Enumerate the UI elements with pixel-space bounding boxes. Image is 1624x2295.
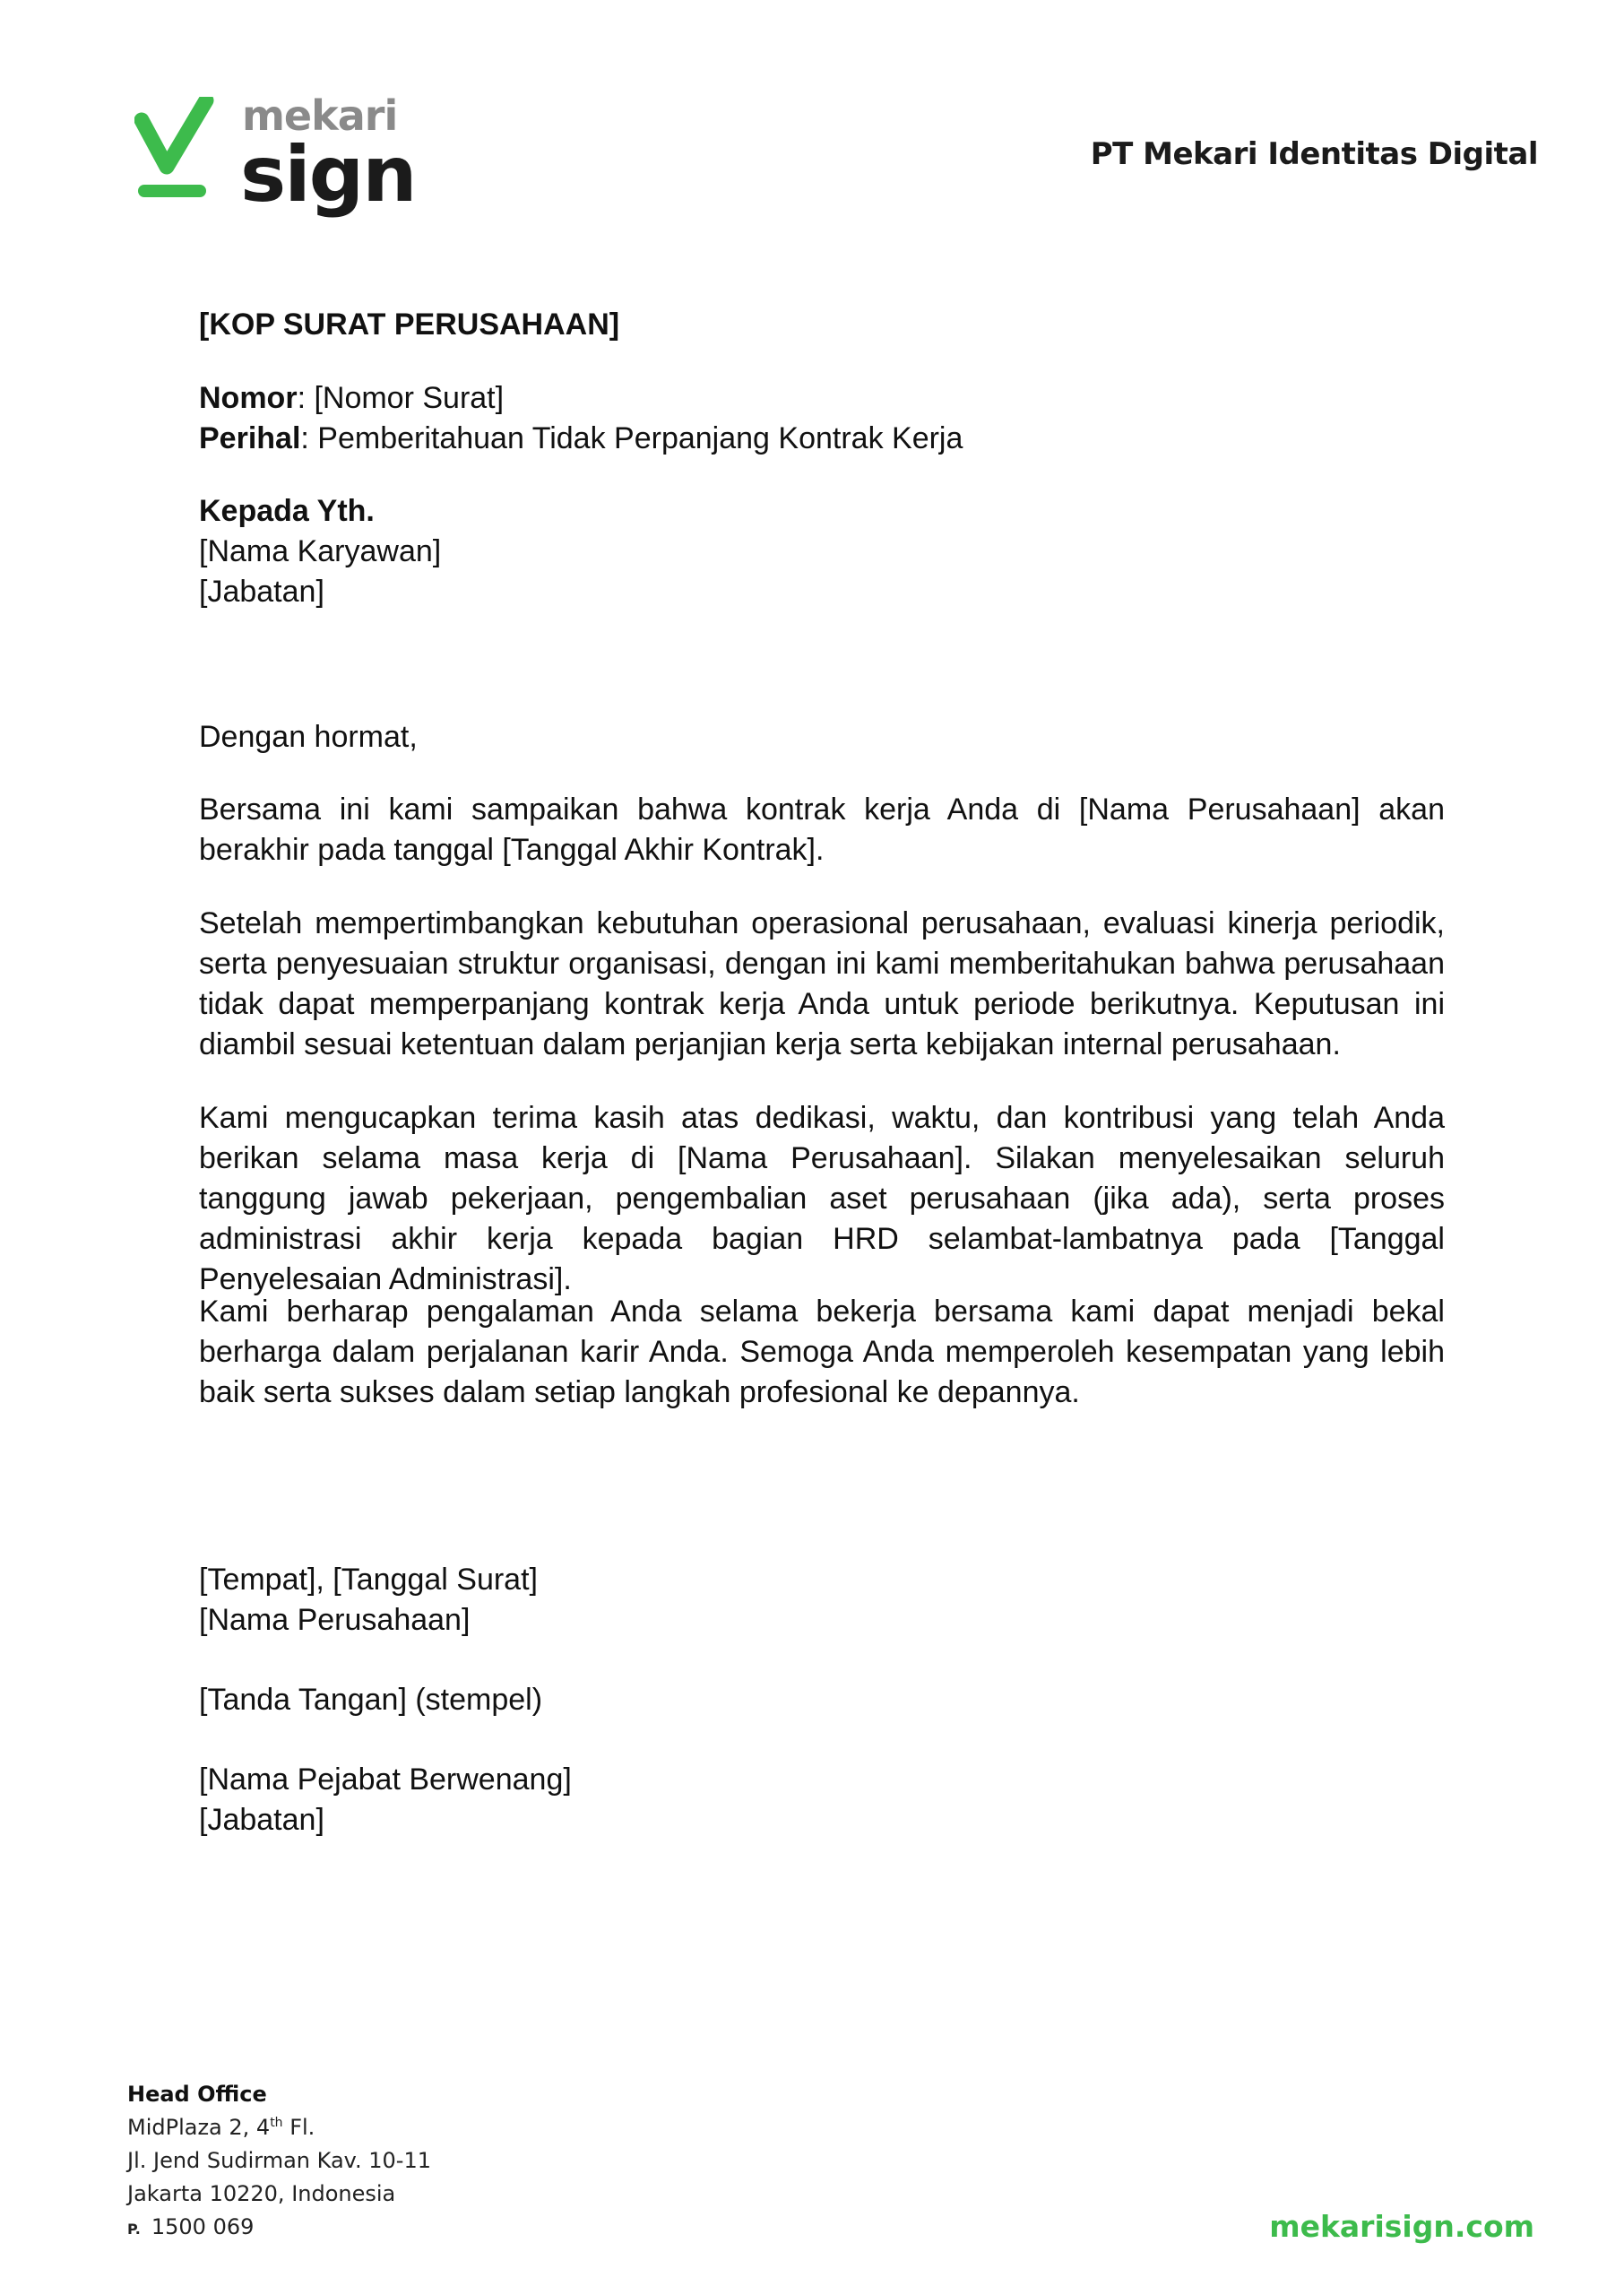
paragraph-2: [199, 904, 1445, 1065]
recipient-block: [199, 491, 1445, 612]
nomor-value: : [Nomor Surat]: [297, 381, 505, 415]
address-building: MidPlaza 2, 4: [127, 2115, 271, 2140]
recipient-heading: Kepada Yth.: [199, 494, 375, 528]
paragraph-4: [199, 1292, 1445, 1413]
signature-placeholder: [Tanda Tangan] (stempel): [199, 1683, 543, 1717]
mekari-sign-logo: [134, 91, 421, 231]
logo-word-sign: sign: [240, 130, 416, 220]
address-line-2: Jl. Jend Sudirman Kav. 10-11: [127, 2148, 431, 2173]
phone-number: 1500 069: [151, 2214, 255, 2239]
logo-word-mekari: mekari: [242, 91, 398, 140]
perihal-label: Perihal: [199, 421, 301, 455]
nomor-label: Nomor: [199, 381, 298, 415]
closing-company: [Nama Perusahaan]: [199, 1603, 471, 1637]
official-name: [Nama Pejabat Berwenang]: [199, 1762, 572, 1797]
paragraph-text: Kami mengucapkan terima kasih atas dedikasi, waktu, dan kontribusi yang telah Anda berikan selama masa kerja di [Nama Perusahaan]. Silakan menyelesaikan seluruh tanggung jawab pekerjaan, pengembalian aset perusahaan (jika ada), serta proses administrasi akhir kerja kepada bagian HRD selambat-lambatnya pada [Tanggal Penyelesaian Administrasi].: [199, 1101, 1445, 1296]
address-floor-suffix: th: [270, 2116, 283, 2130]
paragraph-text: Setelah mempertimbangkan kebutuhan operasional perusahaan, evaluasi kinerja periodik, serta penyesuaian struktur organisasi, dengan ini kami memberitahukan bahwa perusahaan tidak dapat memperpanjang kontrak kerja Anda untuk periode berikutnya. Keputusan ini diambil sesuai ketentuan dalam perjanjian kerja serta kebijakan internal perusahaan.: [199, 906, 1445, 1061]
greeting: [199, 717, 1445, 758]
paragraph-3: [199, 1098, 1445, 1300]
address-floor: Fl.: [282, 2115, 315, 2140]
company-name: PT Mekari Identitas Digital: [1090, 136, 1538, 172]
address-line-1: [127, 2111, 431, 2144]
nomor-line: [199, 378, 1445, 419]
letterhead-placeholder: [199, 305, 1445, 345]
official-title: [Jabatan]: [199, 1803, 324, 1837]
official-block: [199, 1760, 1445, 1840]
footer-address: [127, 2078, 431, 2246]
address-line-3: Jakarta 10220, Indonesia: [127, 2181, 396, 2206]
checkmark-icon: [134, 97, 215, 203]
place-date: [Tempat], [Tanggal Surat]: [199, 1563, 538, 1597]
recipient-name: [Nama Karyawan]: [199, 534, 442, 568]
paragraph-1: [199, 790, 1445, 870]
phone-label: P.: [127, 2221, 141, 2238]
signature-block: [199, 1680, 1445, 1720]
letterhead-text: [KOP SURAT PERUSAHAAN]: [199, 307, 620, 342]
head-office-label: Head Office: [127, 2082, 267, 2107]
perihal-value: : Pemberitahuan Tidak Perpanjang Kontrak Kerja: [300, 421, 963, 455]
closing-block: [199, 1560, 1445, 1641]
recipient-title: [Jabatan]: [199, 575, 324, 609]
perihal-line: [199, 419, 1445, 459]
greeting-text: Dengan hormat,: [199, 720, 418, 754]
paragraph-text: Bersama ini kami sampaikan bahwa kontrak kerja Anda di [Nama Perusahaan] akan berakhir pada tanggal [Tanggal Akhir Kontrak].: [199, 792, 1445, 867]
phone-line: [127, 2211, 431, 2246]
paragraph-text: Kami berharap pengalaman Anda selama bekerja bersama kami dapat menjadi bekal berharga dalam perjalanan karir Anda. Semoga Anda memperoleh kesempatan yang lebih baik serta sukses dalam setiap langkah profesional ke depannya.: [199, 1295, 1445, 1409]
website-link[interactable]: mekarisign.com: [1269, 2209, 1534, 2244]
letter-reference: [199, 378, 1445, 459]
